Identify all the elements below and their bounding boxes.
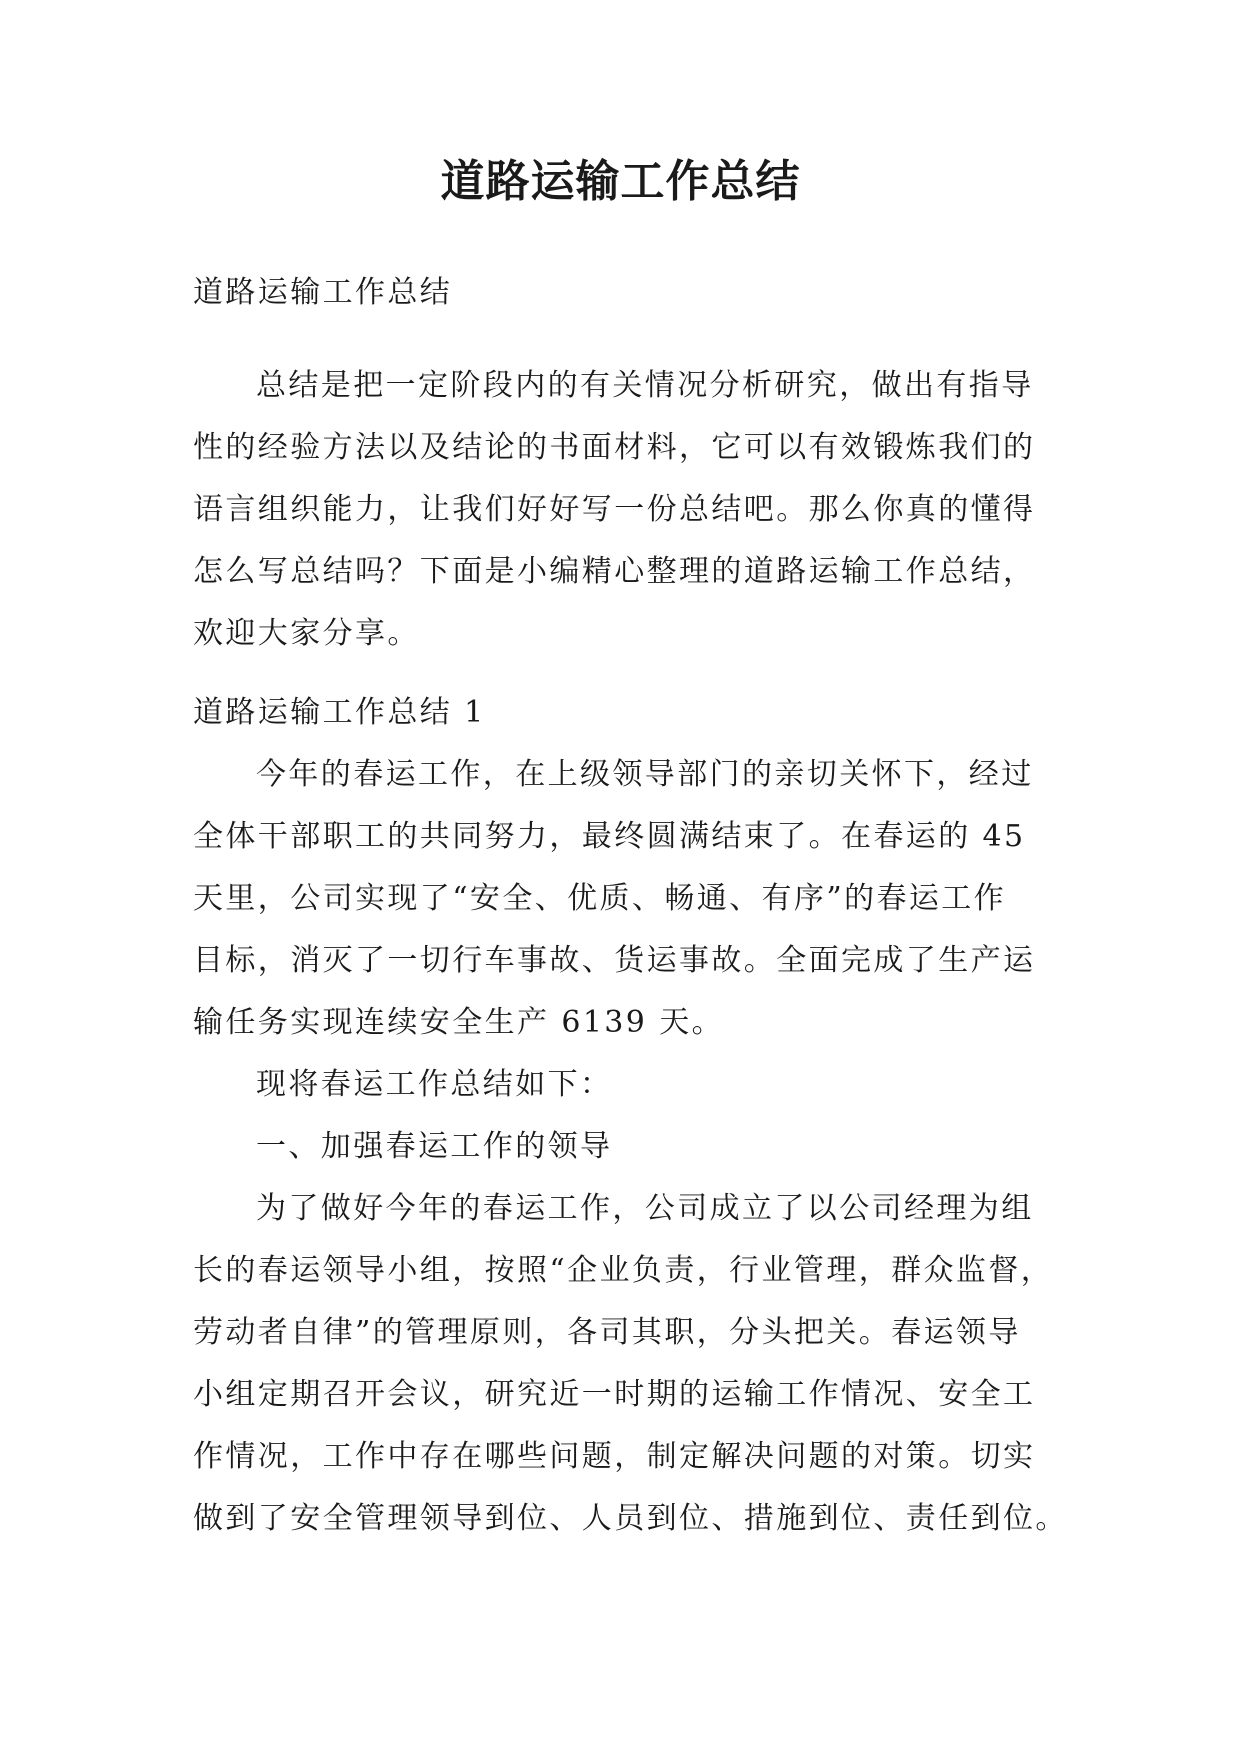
section-line: 劳动者自律”的管理原则，各司其职，分头把关。春运领导	[193, 1315, 1021, 1350]
section-line: 为了做好今年的春运工作，公司成立了以公司经理为组	[256, 1191, 1034, 1226]
section-line: 输任务实现连续安全生产 6139 天。	[193, 1005, 725, 1040]
section-heading: 道路运输工作总结 1	[193, 695, 486, 730]
section-line: 长的春运领导小组，按照“企业负责，行业管理，群众监督，	[193, 1253, 1054, 1288]
intro-line: 性的经验方法以及结论的书面材料，它可以有效锻炼我们的	[193, 430, 1036, 465]
section-line: 全体干部职工的共同努力，最终圆满结束了。在春运的 45	[193, 819, 1026, 854]
document-subtitle: 道路运输工作总结	[193, 275, 453, 310]
intro-line: 欢迎大家分享。	[193, 616, 420, 651]
intro-line: 怎么写总结吗？下面是小编精心整理的道路运输工作总结，	[193, 554, 1036, 589]
document-title: 道路运输工作总结	[440, 156, 801, 207]
intro-line: 总结是把一定阶段内的有关情况分析研究，做出有指导	[256, 368, 1034, 403]
intro-paragraph	[193, 355, 1063, 665]
intro-line: 语言组织能力，让我们好好写一份总结吧。那么你真的懂得	[193, 492, 1036, 527]
section-line: 天里，公司实现了“安全、优质、畅通、有序”的春运工作	[193, 881, 1007, 916]
section-body	[193, 744, 1068, 1550]
section-line: 现将春运工作总结如下：	[256, 1067, 613, 1102]
section-line: 今年的春运工作，在上级领导部门的亲切关怀下，经过	[256, 757, 1034, 792]
section-line: 作情况，工作中存在哪些问题，制定解决问题的对策。切实	[193, 1439, 1036, 1474]
section-line: 做到了安全管理领导到位、人员到位、措施到位、责任到位。	[193, 1501, 1068, 1536]
section-heading-item: 一、加强春运工作的领导	[256, 1129, 613, 1164]
section-line: 小组定期召开会议，研究近一时期的运输工作情况、安全工	[193, 1377, 1036, 1412]
section-line: 目标，消灭了一切行车事故、货运事故。全面完成了生产运	[193, 943, 1036, 978]
